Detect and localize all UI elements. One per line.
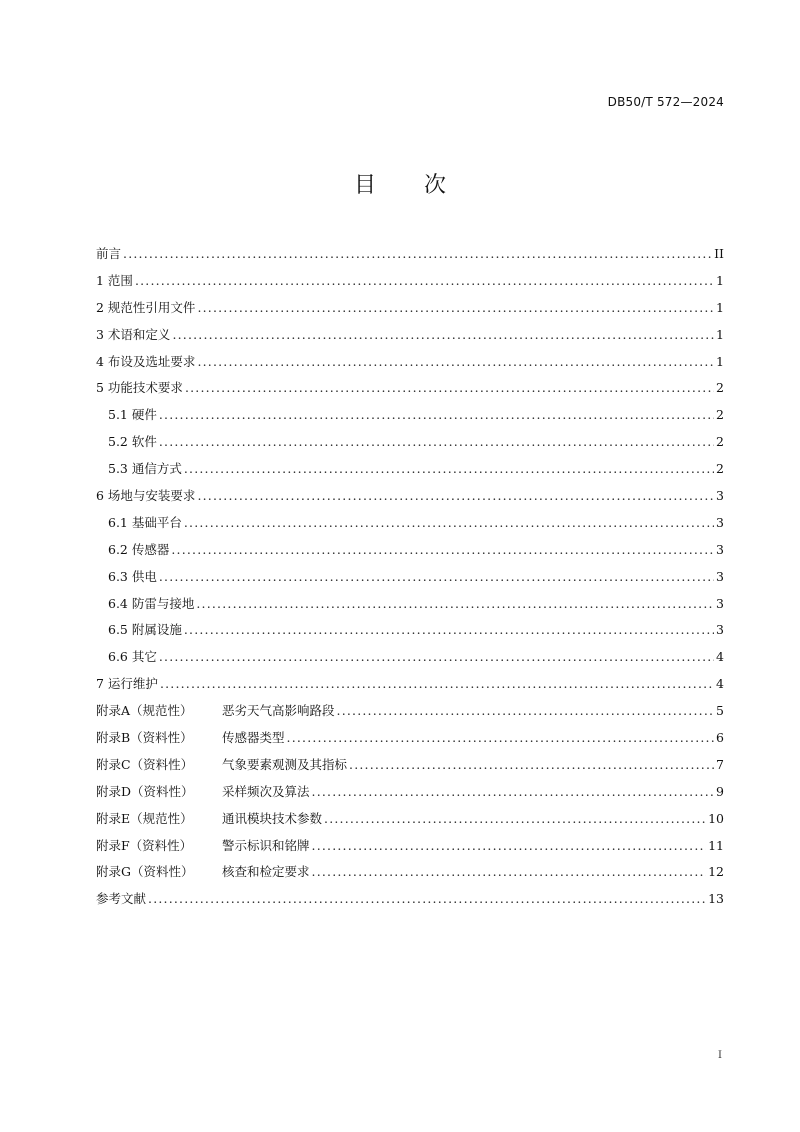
dot-leader <box>312 833 707 860</box>
toc-entry-title <box>108 564 157 591</box>
toc-entry-title <box>96 483 195 510</box>
toc-entry-text: 前言 <box>96 246 122 261</box>
dot-leader <box>159 402 714 429</box>
toc-entry-title <box>96 295 195 322</box>
toc-entry-text: 参考文献 <box>96 891 147 907</box>
dot-leader <box>197 349 714 376</box>
toc-entry-text: 5.3 通信方式 <box>108 461 182 477</box>
table-of-contents <box>96 241 724 913</box>
title-char-1: 目 <box>353 173 376 198</box>
toc-entry-text: 6.6 其它 <box>108 649 157 665</box>
toc-entry-text: 5.2 软件 <box>108 434 157 450</box>
page-title <box>0 168 800 199</box>
toc-entry[interactable] <box>96 617 724 644</box>
dot-leader <box>172 322 714 349</box>
dot-leader <box>312 779 715 806</box>
appendix-label: 附录E（规范性） <box>96 810 193 826</box>
toc-entry[interactable] <box>96 375 724 402</box>
toc-entry-page: 3 <box>716 541 724 557</box>
toc-entry-text: 4 布设及选址要求 <box>96 353 196 369</box>
toc-entry[interactable] <box>96 268 724 295</box>
toc-entry-page: 1 <box>716 326 724 342</box>
dot-leader <box>197 295 714 322</box>
toc-entry-text: 6.2 传感器 <box>108 541 170 557</box>
toc-entry-title <box>96 752 347 779</box>
toc-entry[interactable] <box>96 510 724 537</box>
toc-entry-text: 7 运行维护 <box>96 676 158 692</box>
dot-leader <box>197 483 714 510</box>
appendix-label: 附录A（规范性） <box>96 703 193 719</box>
toc-entry-page: 2 <box>716 380 724 396</box>
toc-entry-title <box>108 402 157 429</box>
toc-entry[interactable] <box>96 752 724 779</box>
toc-entry[interactable] <box>96 537 724 564</box>
toc-entry-title <box>96 241 121 268</box>
dot-leader <box>159 564 714 591</box>
toc-entry-text: 6.5 附属设施 <box>108 622 182 638</box>
dot-leader <box>160 671 714 698</box>
toc-entry-page: 3 <box>716 514 724 530</box>
toc-entry-page: 2 <box>716 461 724 477</box>
toc-entry-text: 5 功能技术要求 <box>96 380 183 396</box>
title-char-2: 次 <box>424 173 447 198</box>
toc-entry[interactable] <box>96 833 724 860</box>
toc-entry-title <box>96 859 310 886</box>
toc-entry-title <box>96 375 183 402</box>
toc-entry[interactable] <box>96 859 724 886</box>
toc-entry[interactable] <box>96 698 724 725</box>
footer-page-number: I <box>718 1050 722 1061</box>
toc-entry-title <box>96 671 158 698</box>
toc-entry-page: 9 <box>716 783 724 799</box>
toc-entry-text: 警示标识和铭牌 <box>222 837 310 853</box>
toc-entry-text: 传感器类型 <box>222 730 285 746</box>
toc-entry-title <box>96 806 322 833</box>
appendix-label: 附录D（资料性） <box>96 783 194 799</box>
appendix-label: 附录F（资料性） <box>96 837 193 853</box>
appendix-label: 附录C（资料性） <box>96 756 194 772</box>
toc-entry[interactable] <box>96 322 724 349</box>
toc-entry-text: 6.4 防雷与接地 <box>108 595 195 611</box>
toc-entry[interactable] <box>96 644 724 671</box>
toc-entry-text: 5.1 硬件 <box>108 407 157 423</box>
dot-leader <box>337 698 715 725</box>
toc-entry-page: 7 <box>716 756 724 772</box>
dot-leader <box>159 429 714 456</box>
toc-entry-text: 核查和检定要求 <box>222 864 310 880</box>
toc-entry[interactable] <box>96 779 724 806</box>
toc-entry[interactable] <box>96 349 724 376</box>
toc-entry-text: 2 规范性引用文件 <box>96 299 196 315</box>
toc-entry[interactable] <box>96 483 724 510</box>
toc-entry[interactable] <box>96 402 724 429</box>
toc-entry-title <box>108 510 182 537</box>
toc-entry-title <box>108 644 157 671</box>
toc-entry-title <box>108 591 194 618</box>
appendix-label: 附录B（资料性） <box>96 730 193 746</box>
toc-entry-page: 12 <box>708 864 724 880</box>
toc-entry-title <box>96 833 310 860</box>
toc-entry[interactable] <box>96 886 724 913</box>
dot-leader <box>184 510 714 537</box>
toc-entry-page: 4 <box>716 676 724 692</box>
appendix-label: 附录G（资料性） <box>96 864 194 880</box>
dot-leader <box>312 859 707 886</box>
toc-entry-title <box>108 617 182 644</box>
toc-entry-title <box>96 322 170 349</box>
toc-entry-text: 气象要素观测及其指标 <box>222 756 348 772</box>
dot-leader <box>123 241 712 268</box>
dot-leader <box>135 268 714 295</box>
toc-entry-title <box>96 886 146 913</box>
toc-entry-page: 2 <box>716 434 724 450</box>
toc-entry-page: 3 <box>716 622 724 638</box>
toc-entry-title <box>108 429 157 456</box>
dot-leader <box>171 537 714 564</box>
toc-entry-page: 5 <box>716 703 724 719</box>
toc-entry-text: 通讯模块技术参数 <box>222 810 323 826</box>
dot-leader <box>185 375 714 402</box>
document-id: DB50/T 572—2024 <box>607 95 724 109</box>
toc-entry-page: 3 <box>716 488 724 504</box>
dot-leader <box>324 806 706 833</box>
toc-entry-text: 3 术语和定义 <box>96 326 171 342</box>
toc-entry-page: 10 <box>708 810 724 826</box>
toc-entry-page: 13 <box>708 891 724 907</box>
toc-entry-title <box>96 268 133 295</box>
toc-entry[interactable] <box>96 591 724 618</box>
toc-entry-text: 6.1 基础平台 <box>108 514 182 530</box>
toc-entry-page: 11 <box>708 837 724 853</box>
toc-entry-page: 1 <box>716 272 724 288</box>
toc-entry-page: 1 <box>716 299 724 315</box>
toc-entry-title <box>108 537 169 564</box>
dot-leader <box>184 617 714 644</box>
toc-entry[interactable] <box>96 671 724 698</box>
toc-entry[interactable] <box>96 295 724 322</box>
toc-entry-text: 6 场地与安装要求 <box>96 488 196 504</box>
toc-entry[interactable] <box>96 725 724 752</box>
toc-entry[interactable] <box>96 429 724 456</box>
toc-entry[interactable] <box>96 806 724 833</box>
toc-entry-title <box>96 779 310 806</box>
toc-entry-title <box>96 698 335 725</box>
toc-entry-text: 1 范围 <box>96 272 133 288</box>
dot-leader <box>349 752 714 779</box>
toc-entry-page: 4 <box>716 649 724 665</box>
toc-entry[interactable] <box>96 456 724 483</box>
dot-leader <box>148 886 706 913</box>
dot-leader <box>159 644 714 671</box>
toc-entry[interactable] <box>96 241 724 268</box>
toc-entry[interactable] <box>96 564 724 591</box>
toc-entry-title <box>96 725 285 752</box>
toc-entry-page: 2 <box>716 407 724 423</box>
toc-entry-title <box>96 349 195 376</box>
dot-leader <box>196 591 714 618</box>
toc-entry-title <box>108 456 182 483</box>
toc-entry-page: 3 <box>716 568 724 584</box>
toc-entry-text: 恶劣天气高影响路段 <box>222 703 335 719</box>
toc-entry-page: 1 <box>716 353 724 369</box>
toc-entry-page: 3 <box>716 595 724 611</box>
toc-entry-text: 采样频次及算法 <box>222 783 310 799</box>
toc-entry-page: II <box>714 246 724 261</box>
dot-leader <box>287 725 715 752</box>
toc-entry-page: 6 <box>716 730 724 746</box>
dot-leader <box>184 456 714 483</box>
toc-entry-text: 6.3 供电 <box>108 568 157 584</box>
